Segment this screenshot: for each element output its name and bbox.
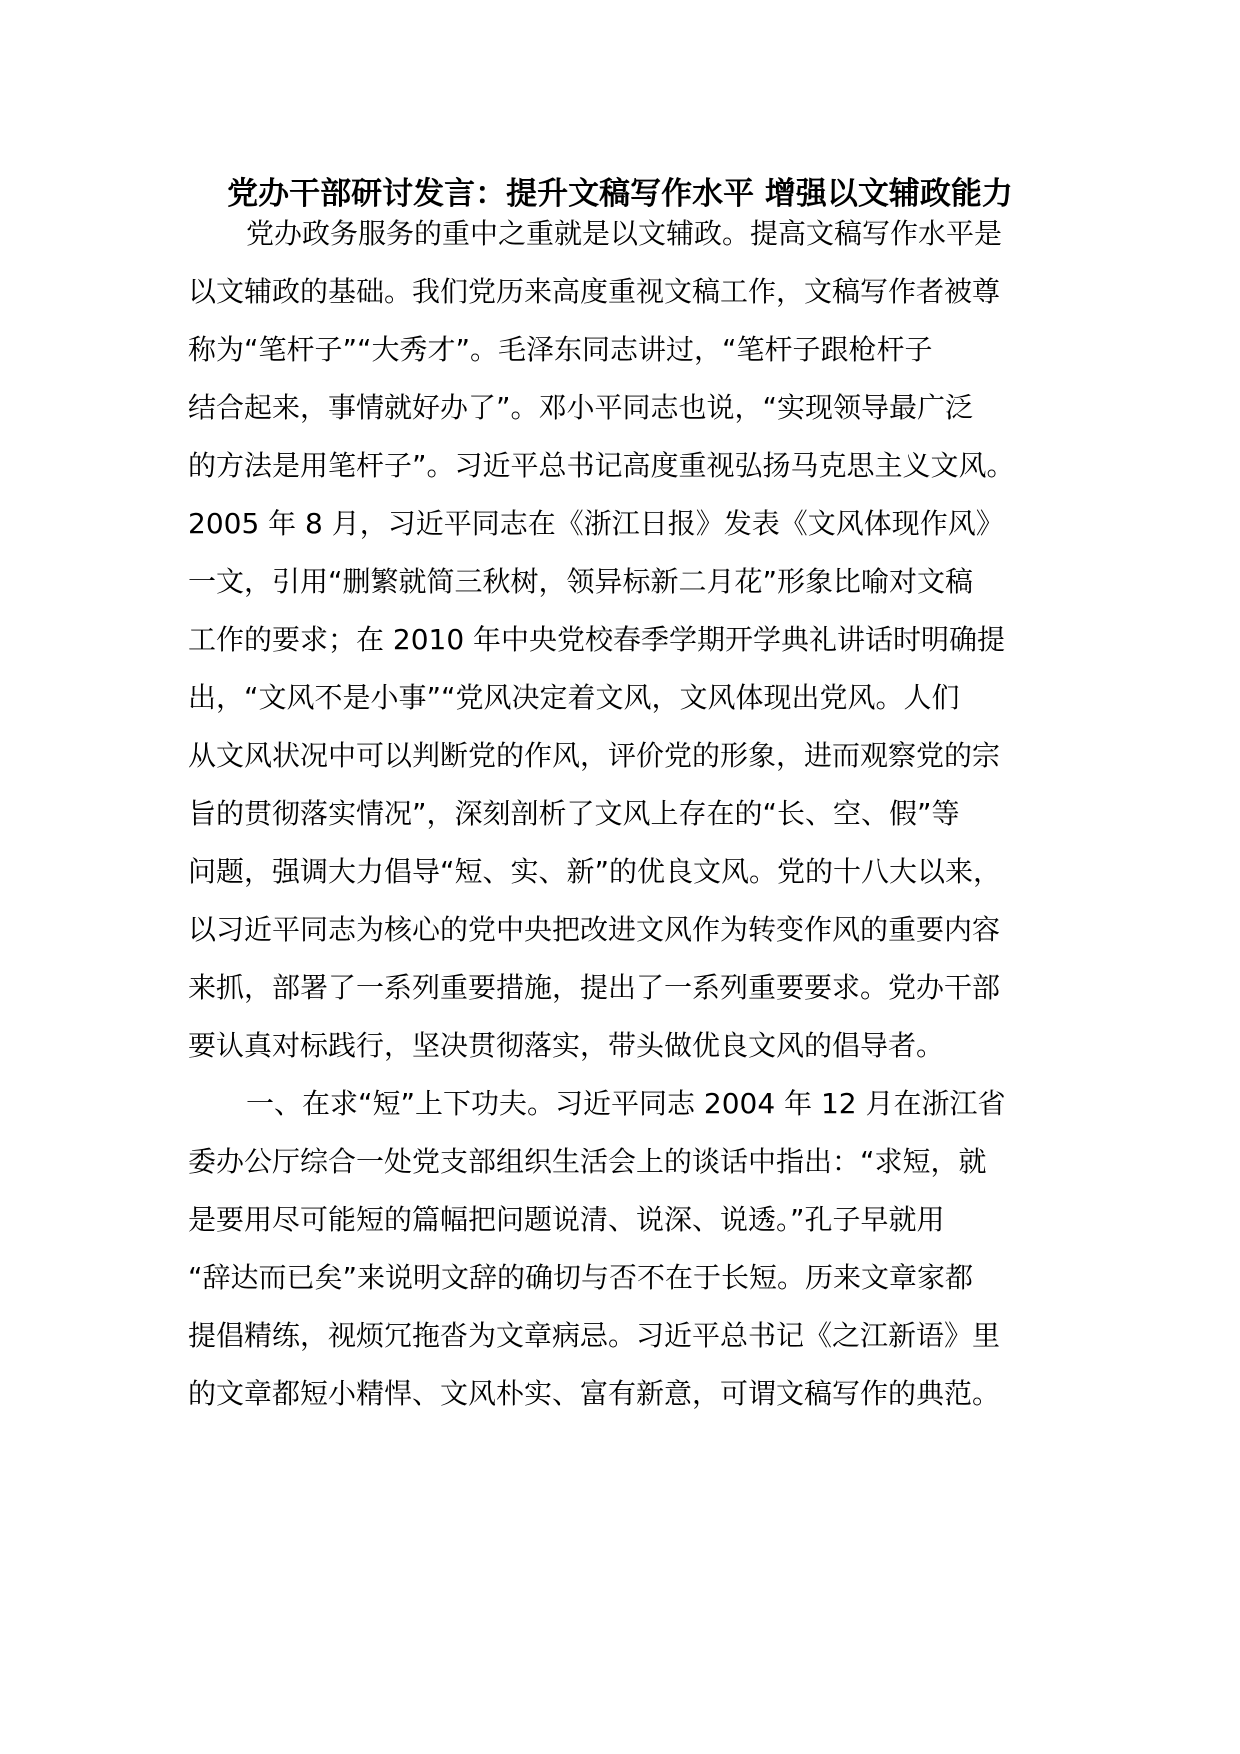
paragraph-1-line-6: 2005 年 8 月，习近平同志在《浙江日报》发表《文风体现作风》 xyxy=(188,507,1004,540)
paragraph-2-line-3: 是要用尽可能短的篇幅把问题说清、说深、说透。”孔子早就用 xyxy=(188,1203,945,1236)
paragraph-2-line-6: 的文章都短小精悍、文风朴实、富有新意，可谓文稿写作的典范。 xyxy=(188,1377,1001,1410)
paragraph-1-line-12: 问题，强调大力倡导“短、实、新”的优良文风。党的十八大以来， xyxy=(188,855,1002,888)
paragraph-1-line-8: 工作的要求；在 2010 年中央党校春季学期开学典礼讲话时明确提 xyxy=(188,623,1006,656)
paragraph-1-line-4: 结合起来，事情就好办了”。邓小平同志也说，“实现领导最广泛 xyxy=(188,391,974,424)
document-title: 党办干部研讨发言：提升文稿写作水平 增强以文辅政能力 xyxy=(227,176,1013,212)
paragraph-1-line-15: 要认真对标践行，坚决贯彻落实，带头做优良文风的倡导者。 xyxy=(188,1029,945,1062)
paragraph-1-line-7: 一文，引用“删繁就简三秋树，领异标新二月花”形象比喻对文稿 xyxy=(188,565,974,598)
paragraph-1-line-2: 以文辅政的基础。我们党历来高度重视文稿工作，文稿写作者被尊 xyxy=(188,275,1001,308)
paragraph-1-line-5: 的方法是用笔杆子”。习近平总书记高度重视弘扬马克思主义文风。 xyxy=(188,449,1015,482)
paragraph-1-line-13: 以习近平同志为核心的党中央把改进文风作为转变作风的重要内容 xyxy=(188,913,1001,946)
paragraph-2-line-1: 一、在求“短”上下功夫。习近平同志 2004 年 12 月在浙江省 xyxy=(246,1087,1006,1120)
paragraph-1-line-9: 出，“文风不是小事”“党风决定着文风，文风体现出党风。人们 xyxy=(188,681,960,714)
paragraph-1-line-11: 旨的贯彻落实情况”，深刻剖析了文风上存在的“长、空、假”等 xyxy=(188,797,960,830)
paragraph-2-line-2: 委办公厅综合一处党支部组织生活会上的谈话中指出：“求短，就 xyxy=(188,1145,987,1178)
paragraph-1-line-14: 来抓，部署了一系列重要措施，提出了一系列重要要求。党办干部 xyxy=(188,971,1001,1004)
paragraph-2-line-4: “辞达而已矣”来说明文辞的确切与否不在于长短。历来文章家都 xyxy=(188,1261,974,1294)
paragraph-1-line-10: 从文风状况中可以判断党的作风，评价党的形象，进而观察党的宗 xyxy=(188,739,1001,772)
paragraph-1-line-3: 称为“笔杆子”“大秀才”。毛泽东同志讲过，“笔杆子跟枪杆子 xyxy=(188,333,933,366)
paragraph-2-line-5: 提倡精练，视烦冗拖沓为文章病忌。习近平总书记《之江新语》里 xyxy=(188,1319,1001,1352)
paragraph-1-line-1: 党办政务服务的重中之重就是以文辅政。提高文稿写作水平是 xyxy=(246,217,1003,250)
